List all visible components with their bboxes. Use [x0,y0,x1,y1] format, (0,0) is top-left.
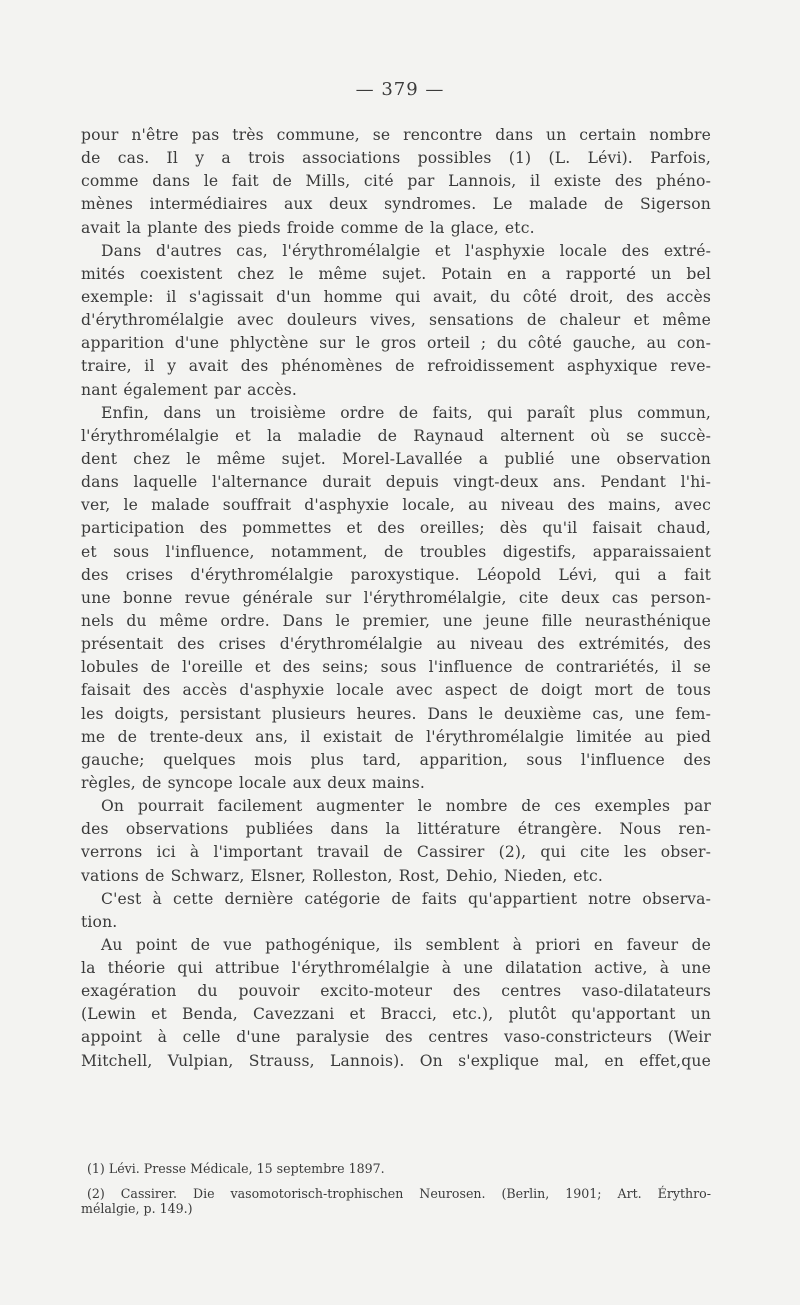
text-line: me de trente-deux ans, il existait de l'érythromélalgie limitée au pied [81,727,711,746]
text-line: Au point de vue pathogénique, ils semblent à priori en faveur de [101,935,711,954]
text-line: Enfin, dans un troisième ordre de faits, qui paraît plus commun, [101,403,711,422]
text-line: l'érythromélalgie et la maladie de Raynaud alternent où se succè- [81,426,711,445]
text-line: nant également par accès. [81,380,298,399]
text-line: traire, il y avait des phénomènes de refroidissement asphyxique reve- [81,357,711,376]
text-line: avait la plante des pieds froide comme de la glace, etc. [81,218,535,237]
text-line: mités coexistent chez le même sujet. Potain en a rapporté un bel [81,264,711,283]
text-line: exemple: il s'agissait d'un homme qui avait, du côté droit, des accès [81,287,711,306]
text-line: ver, le malade souffrait d'asphyxie locale, au niveau des mains, avec [81,496,711,515]
footnotes [81,1161,711,1217]
text-line: une bonne revue générale sur l'érythromélalgie, cite deux cas person- [81,588,711,607]
text-line: de cas. Il y a trois associations possibles (1) (L. Lévi). Parfois, [81,149,711,168]
text-line: d'érythromélalgie avec douleurs vives, sensations de chaleur et même [81,311,711,330]
text-line: mènes intermédiaires aux deux syndromes. Le malade de Sigerson [81,195,711,214]
text-line: la théorie qui attribue l'érythromélalgie à une dilatation active, à une [81,959,711,978]
text-line: les doigts, persistant plusieurs heures. Dans le deuxième cas, une fem- [81,704,711,723]
text-line: nels du même ordre. Dans le premier, une jeune fille neurasthénique [81,611,711,630]
text-line: présentait des crises d'érythromélalgie au niveau des extrémités, des [81,635,711,654]
text-line: tion. [81,912,118,931]
text-line: appoint à celle d'une paralysie des centres vaso-constricteurs (Weir [81,1028,711,1047]
text-line: lobules de l'oreille et des seins; sous l'influence de contrariétés, il se [81,658,711,677]
footnote-line: (1) Lévi. Presse Médicale, 15 septembre 1897. [87,1161,385,1176]
text-line: On pourrait facilement augmenter le nombre de ces exemples par [101,797,711,816]
text-line: C'est à cette dernière catégorie de faits qu'appartient notre observa- [101,889,711,908]
text-line: des crises d'érythromélalgie paroxystique. Léopold Lévi, qui a fait [81,565,711,584]
text-line: (Lewin et Benda, Cavezzani et Bracci, etc.), plutôt qu'apportant un [81,1005,711,1024]
text-line: pour n'être pas très commune, se rencontre dans un certain nombre [81,126,711,144]
page-number: — 379 — [355,79,445,100]
text-line: verrons ici à l'important travail de Cassirer (2), qui cite les obser- [81,843,711,862]
text-line: apparition d'une phlyctène sur le gros orteil ; du côté gauche, au con- [81,334,711,353]
text-line: vations de Schwarz, Elsner, Rolleston, Rost, Dehio, Nieden, etc. [81,866,604,885]
text-line: et sous l'influence, notamment, de troubles digestifs, apparaissaient [81,542,711,561]
text-line: dent chez le même sujet. Morel-Lavallée a publié une observation [81,449,711,468]
text-line: faisait des accès d'asphyxie locale avec aspect de doigt mort de tous [81,681,711,700]
text-line: Dans d'autres cas, l'érythromélalgie et l'asphyxie locale des extré- [101,241,711,260]
text-line: exagération du pouvoir excito-moteur des centres vaso-dilatateurs [81,982,711,1001]
body-text [81,124,711,1073]
text-line: comme dans le fait de Mills, cité par Lannois, il existe des phéno- [81,172,711,191]
text-line: des observations publiées dans la littérature étrangère. Nous ren- [81,820,711,839]
text-line: dans laquelle l'alternance durait depuis vingt-deux ans. Pendant l'hi- [81,473,711,492]
footnote-line: mélalgie, p. 149.) [81,1201,193,1216]
text-line: règles, de syncope locale aux deux mains. [81,773,426,792]
text-line: participation des pommettes et des oreilles; dès qu'il faisait chaud, [81,519,711,538]
text-line: Mitchell, Vulpian, Strauss, Lannois). On s'explique mal, en effet,que [81,1051,711,1070]
footnote-line: (2) Cassirer. Die vasomotorisch-trophischen Neurosen. (Berlin, 1901; Art. Érythro- [87,1185,711,1201]
text-line: gauche; quelques mois plus tard, apparition, sous l'influence des [81,750,711,769]
